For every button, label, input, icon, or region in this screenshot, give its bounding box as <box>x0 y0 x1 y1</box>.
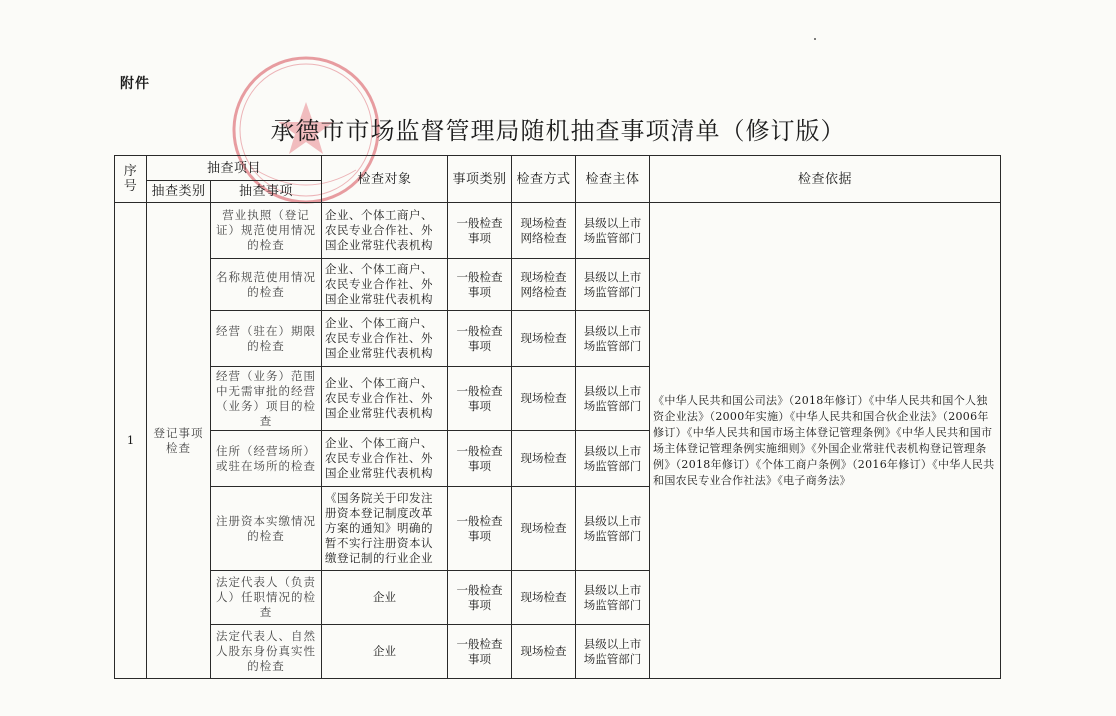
row-subject: 县级以上市场监管部门 <box>576 431 650 487</box>
row-type: 一般检查事项 <box>448 625 512 679</box>
row-subject: 县级以上市场监管部门 <box>576 311 650 367</box>
row-method: 现场检查网络检查 <box>512 203 576 259</box>
group-basis: 《中华人民共和国公司法》（2018年修订）《中华人民共和国个人独资企业法》（2000年实施）《中华人民共和国合伙企业法》（2006年修订）《中华人民共和国市场主体登记管理条例》《中华人民共和国市场主体登记管理条例实施细则》《外国企业常驻代表机构登记管理条例》（2018年修订）《个体工商户条例》（2016年修订）《中华人民共和国农民专业合作社法》《电子商务法》 <box>650 203 1001 679</box>
group-category: 登记事项检查 <box>147 203 211 679</box>
header-item: 抽查事项 <box>211 181 322 203</box>
row-method: 现场检查 <box>512 367 576 431</box>
row-item: 注册资本实缴情况的检查 <box>211 487 322 571</box>
row-type: 一般检查事项 <box>448 431 512 487</box>
row-subject: 县级以上市场监管部门 <box>576 203 650 259</box>
row-method: 现场检查 <box>512 571 576 625</box>
header-category: 抽查类别 <box>147 181 211 203</box>
row-item: 法定代表人（负责人）任职情况的检查 <box>211 571 322 625</box>
table-row <box>115 203 1001 259</box>
row-method: 现场检查 <box>512 625 576 679</box>
inspection-table <box>114 155 1001 679</box>
row-subject: 县级以上市场监管部门 <box>576 625 650 679</box>
header-object: 检查对象 <box>322 156 448 203</box>
row-object: 企业、个体工商户、农民专业合作社、外国企业常驻代表机构 <box>322 311 448 367</box>
header-method: 检查方式 <box>512 156 576 203</box>
row-object: 企业、个体工商户、农民专业合作社、外国企业常驻代表机构 <box>322 431 448 487</box>
row-method: 现场检查网络检查 <box>512 259 576 311</box>
row-item: 名称规范使用情况的检查 <box>211 259 322 311</box>
header-project: 抽查项目 <box>147 156 322 181</box>
row-type: 一般检查事项 <box>448 367 512 431</box>
row-object: 企业、个体工商户、农民专业合作社、外国企业常驻代表机构 <box>322 203 448 259</box>
row-type: 一般检查事项 <box>448 571 512 625</box>
row-type: 一般检查事项 <box>448 203 512 259</box>
row-method: 现场检查 <box>512 487 576 571</box>
header-type: 事项类别 <box>448 156 512 203</box>
header-subject: 检查主体 <box>576 156 650 203</box>
header-basis: 检查依据 <box>650 156 1001 203</box>
row-subject: 县级以上市场监管部门 <box>576 571 650 625</box>
row-object: 企业 <box>322 571 448 625</box>
row-subject: 县级以上市场监管部门 <box>576 259 650 311</box>
row-type: 一般检查事项 <box>448 259 512 311</box>
attachment-label: 附件 <box>120 76 150 92</box>
row-item: 经营（业务）范围中无需审批的经营（业务）项目的检查 <box>211 367 322 431</box>
row-item: 营业执照（登记证）规范使用情况的检查 <box>211 203 322 259</box>
scan-speck <box>814 38 816 40</box>
row-object: 企业、个体工商户、农民专业合作社、外国企业常驻代表机构 <box>322 367 448 431</box>
row-type: 一般检查事项 <box>448 487 512 571</box>
group-seq: 1 <box>115 203 147 679</box>
row-type: 一般检查事项 <box>448 311 512 367</box>
row-subject: 县级以上市场监管部门 <box>576 367 650 431</box>
row-object: 企业 <box>322 625 448 679</box>
row-object: 《国务院关于印发注册资本登记制度改革方案的通知》明确的暂不实行注册资本认缴登记制的行业企业 <box>322 487 448 571</box>
row-method: 现场检查 <box>512 311 576 367</box>
row-item: 经营（驻在）期限的检查 <box>211 311 322 367</box>
row-item: 法定代表人、自然人股东身份真实性的检查 <box>211 625 322 679</box>
header-seq: 序号 <box>115 156 147 203</box>
row-item: 住所（经营场所）或驻在场所的检查 <box>211 431 322 487</box>
row-subject: 县级以上市场监管部门 <box>576 487 650 571</box>
row-method: 现场检查 <box>512 431 576 487</box>
document-title: 承德市市场监督管理局随机抽查事项清单（修订版） <box>270 117 846 145</box>
row-object: 企业、个体工商户、农民专业合作社、外国企业常驻代表机构 <box>322 259 448 311</box>
